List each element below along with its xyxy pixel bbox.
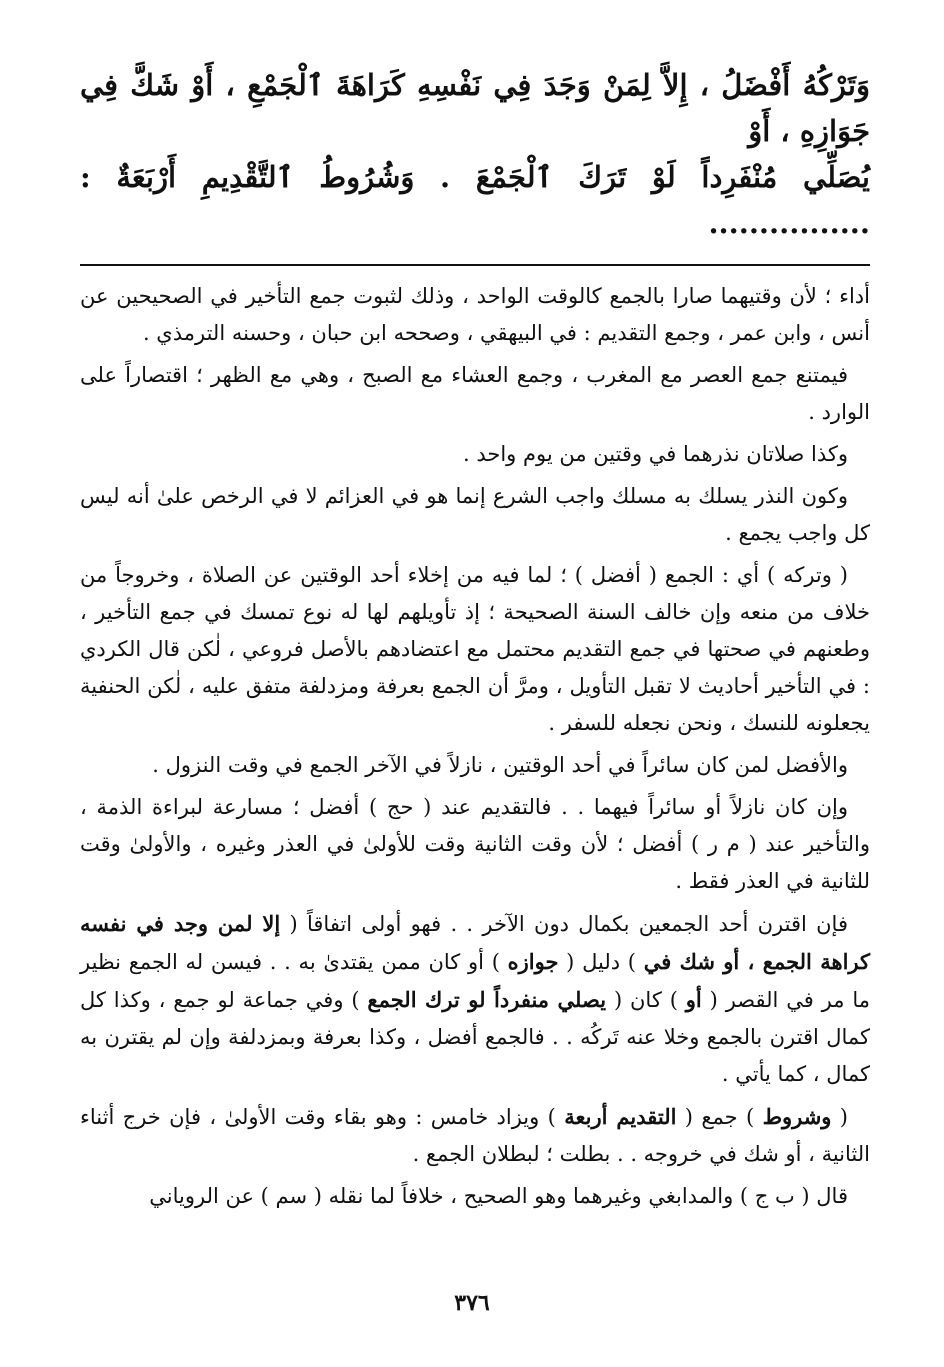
commentary-paragraph-7: وإن كان نازلاً أو سائراً فيهما . . فالتقديم عند ( حج ) أفضل ؛ مسارعة لبراءة الذمة ، والتأخير عند ( م ر ) أفضل ؛ لأن وقت الثانية وقت للأولىٰ في العذر وغيره ، والأولىٰ وقت للثانية في العذر فقط . (80, 795, 870, 893)
p8-text-3: ) أو كان ممن يقتدىٰ به . . فيسن له الجمع نظير ما مر في القصر ( (80, 950, 871, 1012)
page-number: ٣٧٦ (454, 1290, 490, 1316)
p9-matn-quote-1: وشروط (762, 1104, 832, 1129)
p9-text-1: ( (831, 1105, 849, 1129)
matn-line-2 (80, 154, 870, 246)
commentary-paragraph-10: قال ( ب ج ) والمدابغي وغيرهما وهو الصحيح ، خلافاً لما نقله ( سم ) عن الروياني (149, 1184, 848, 1208)
p8-matn-quote-3: أو (685, 987, 702, 1012)
commentary-paragraph-1: أداء ؛ لأن وقتيهما صارا بالجمع كالوقت الواحد ، وذلك لثبوت جمع التأخير في الصحيحين عن أنس ، وابن عمر ، وجمع التقديم : في البيهقي ، وصححه ابن حبان ، وحسنه الترمذي . (80, 284, 870, 345)
commentary-paragraph-9 (80, 1098, 870, 1173)
matn-text (80, 62, 870, 246)
commentary-paragraph-6: والأفضل لمن كان سائراً في أحد الوقتين ، نازلاً في الآخر الجمع في وقت النزول . (152, 753, 848, 777)
commentary-text (80, 278, 870, 1215)
p8-matn-quote-1: إلا لمن وجد في نفسه كراهة الجمع ، أو شك في (80, 911, 870, 974)
commentary-paragraph-8 (80, 905, 870, 1093)
commentary-paragraph-3: وكذا صلاتان نذرهما في وقتين من يوم واحد . (462, 442, 848, 466)
matn-line-1: وَتَرْكُهُ أَفْضَلُ ، إِلاَّ لِمَنْ وَجَدَ فِي نَفْسِهِ كَرَاهَةَ ٱلْجَمْعِ ، أَوْ شَكَّ فِي جَوَازِهِ ، أَوْ (80, 68, 870, 148)
p8-matn-quote-4: يصلي منفرداً لو ترك الجمع (367, 987, 607, 1012)
matn-line-2-text: يُصَلِّي مُنْفَرِداً لَوْ تَرَكَ ٱلْجَمْعَ . وَشُرُوطُ ٱلتَّقْدِيمِ أَرْبَعَةٌ : (80, 160, 870, 194)
commentary-paragraph-5: ( وتركه ) أي : الجمع ( أفضل ) ؛ لما فيه من إخلاء أحد الوقتين عن الصلاة ، وخروجاً من خلاف من منعه وإن خالف السنة الصحيحة ؛ إذ تأويلهم لها له نوع تمسك في جمع التأخير ، وطعنهم في صحتها في جمع التقديم محتمل مع اعتضادهم بالأصل فروعي ، لٰكن قال الكردي : في التأخير أحاديث لا تقبل التأويل ، ومرَّ أن الجمع بعرفة ومزدلفة متفق عليه ، لٰكن الحنفية يجعلونه للنسك ، ونحن نجعله للسفر . (80, 563, 870, 735)
p8-text-1: فإن اقترن أحد الجمعين بكمال دون الآخر . . فهو أولى اتفاقاً ( (280, 912, 848, 936)
p8-matn-quote-2: جوازه (507, 949, 559, 974)
p9-matn-quote-2: التقديم أربعة (564, 1104, 677, 1129)
p9-text-3: ) ويزاد خامس : وهو بقاء وقت الأولىٰ ، فإن خرج أثناء الثانية ، أو شك في خروجه . . بطلت ؛ لبطلان الجمع . (80, 1105, 870, 1166)
p8-text-2: ) دليل ( (558, 950, 644, 974)
separator-line (80, 264, 870, 266)
commentary-paragraph-2: فيمتنع جمع العصر مع المغرب ، وجمع العشاء مع الصبح ، وهي مع الظهر ؛ اقتصاراً على الوارد . (80, 363, 870, 424)
page-content (80, 62, 870, 1220)
commentary-paragraph-4: وكون النذر يسلك به مسلك واجب الشرع إنما هو في العزائم لا في الرخص علىٰ أنه ليس كل واجب يجمع . (80, 484, 870, 545)
p8-text-4: ) كان ( (606, 988, 686, 1012)
p8-text-5: ) وفي جماعة لو جمع ، وكذا كل كمال اقترن بالجمع وخلا عنه تَركُه . . فالجمع أفضل ، وكذا بعرفة وبمزدلفة وإن لم يقترن به كمال ، كما يأتي . (80, 988, 870, 1086)
matn-continuation-dots: ................ (708, 206, 870, 240)
p9-text-2: ) جمع ( (676, 1105, 763, 1129)
